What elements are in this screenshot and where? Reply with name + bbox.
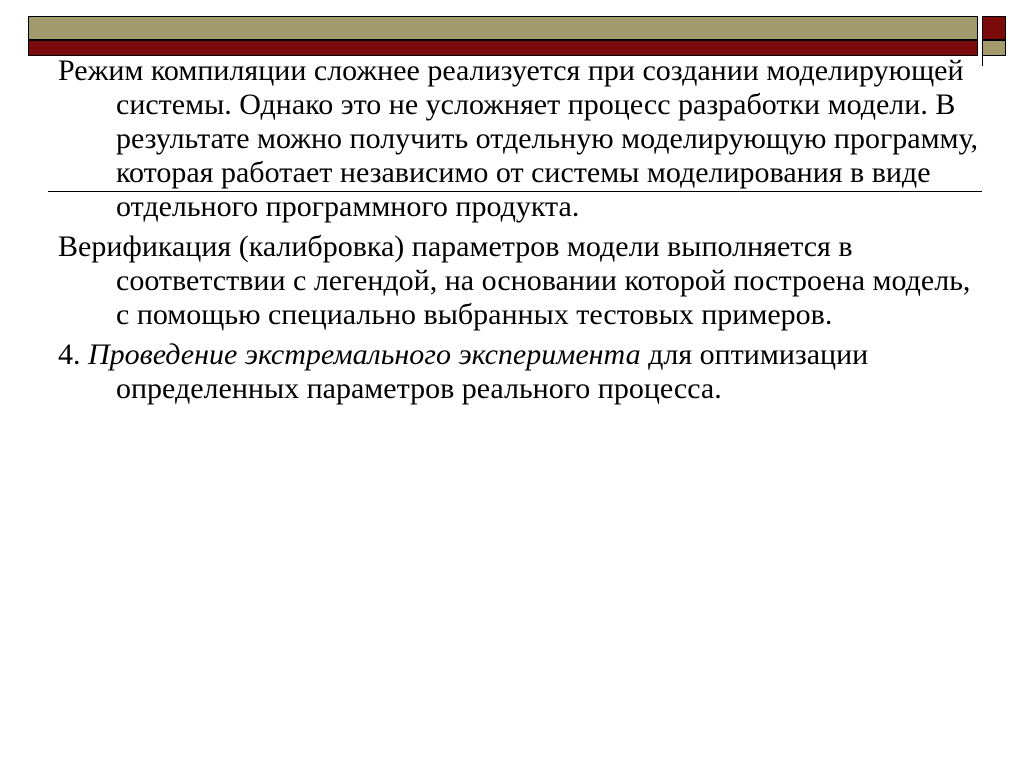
item-number: 4. xyxy=(58,338,88,371)
item-rest: для оптимизации определенных параметров реального процесса. xyxy=(116,338,869,405)
item-emphasis: Проведение экстремального эксперимента xyxy=(88,338,641,371)
header-bar-olive xyxy=(28,16,978,40)
paragraph-experiment xyxy=(58,338,988,406)
paragraph-compilation: Режим компиляции сложнее реализуется при создании моделирующей системы. Однако это не усложняет процесс разработки модели. В результате можно получить отдельную моделирующую программу, которая работает независимо от системы моделирования в виде отдельного программного продукта. xyxy=(58,54,979,223)
corner-square-maroon xyxy=(982,16,1006,40)
slide-body xyxy=(58,54,988,412)
paragraph-verification: Верификация (калибровка) параметров модели выполняется в соответствии с легендой, на основании которой построена модель, с помощью специально выбранных тестовых примеров. xyxy=(58,230,971,331)
